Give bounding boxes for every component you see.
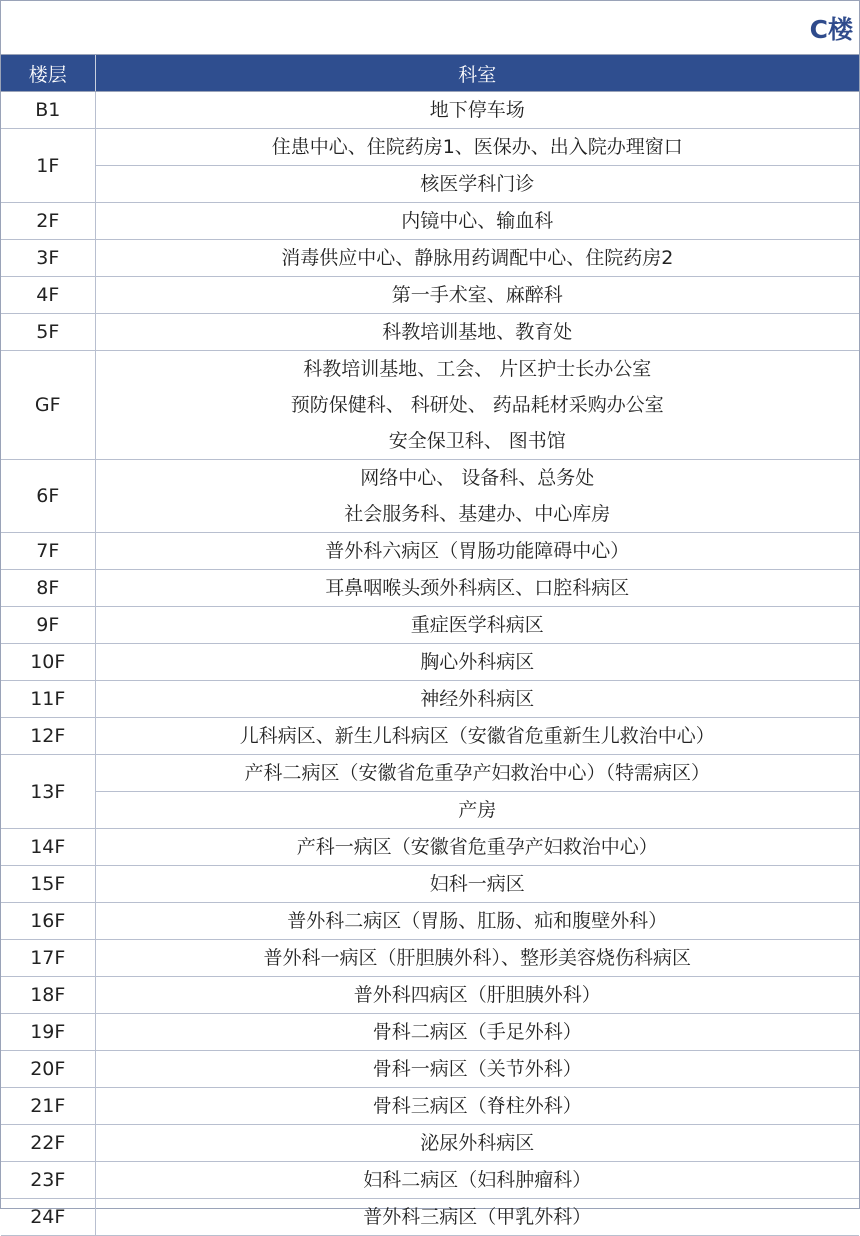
floor-cell: 11F (1, 681, 95, 718)
table-row (1, 1199, 859, 1236)
table-row (1, 166, 859, 203)
department-line: 妇科二病区（妇科肿瘤科） (363, 1169, 592, 1191)
department-line: 安全保卫科、 图书馆 (388, 430, 566, 452)
department-line: 骨科一病区（关节外科） (372, 1058, 582, 1080)
department-line: 核医学科门诊 (420, 173, 535, 195)
floor-cell: 15F (1, 866, 95, 903)
department-line: 儿科病区、新生儿科病区（安徽省危重新生儿救治中心） (239, 725, 715, 747)
department-cell (95, 460, 859, 497)
department-line: 重症医学科病区 (410, 614, 544, 636)
building-header (1, 1, 859, 55)
table-row (1, 866, 859, 903)
table-row (1, 792, 859, 829)
header-row (1, 55, 859, 92)
floor-cell: 7F (1, 533, 95, 570)
department-cell (95, 1088, 859, 1125)
floor-cell: 8F (1, 570, 95, 607)
department-cell (95, 903, 859, 940)
floor-column-header: 楼层 (1, 55, 95, 92)
department-cell (95, 940, 859, 977)
table-row (1, 607, 859, 644)
department-cell (95, 533, 859, 570)
floor-cell: GF (1, 351, 95, 460)
department-line: 胸心外科病区 (420, 651, 535, 673)
department-line: 妇科一病区 (429, 873, 525, 895)
table-row (1, 681, 859, 718)
floor-cell: 18F (1, 977, 95, 1014)
table-row (1, 351, 859, 388)
department-cell (95, 755, 859, 792)
department-cell (95, 681, 859, 718)
department-cell (95, 277, 859, 314)
directory-table (1, 55, 859, 1236)
department-cell (95, 166, 859, 203)
department-cell (95, 792, 859, 829)
table-row (1, 1014, 859, 1051)
table-row (1, 718, 859, 755)
building-title: C楼 (809, 14, 853, 44)
department-cell (95, 92, 859, 129)
department-cell (95, 977, 859, 1014)
table-row (1, 940, 859, 977)
department-cell (95, 1125, 859, 1162)
department-line: 科教培训基地、教育处 (382, 321, 573, 343)
department-line: 普外科六病区（胃肠功能障碍中心） (325, 540, 630, 562)
table-row (1, 570, 859, 607)
table-row (1, 387, 859, 423)
table-row (1, 755, 859, 792)
department-cell (95, 314, 859, 351)
department-cell (95, 496, 859, 533)
table-row (1, 423, 859, 460)
department-cell (95, 644, 859, 681)
department-cell (95, 718, 859, 755)
table-row (1, 977, 859, 1014)
floor-cell: 2F (1, 203, 95, 240)
table-row (1, 903, 859, 940)
floor-cell: 14F (1, 829, 95, 866)
department-line: 神经外科病区 (420, 688, 535, 710)
department-line: 产科二病区（安徽省危重孕产妇救治中心）（特需病区） (244, 762, 710, 784)
department-cell (95, 570, 859, 607)
department-cell (95, 351, 859, 388)
table-row (1, 496, 859, 533)
department-cell (95, 1014, 859, 1051)
table-row (1, 277, 859, 314)
department-line: 骨科二病区（手足外科） (372, 1021, 582, 1043)
department-cell (95, 423, 859, 460)
floor-cell: 23F (1, 1162, 95, 1199)
table-row (1, 644, 859, 681)
table-row (1, 1162, 859, 1199)
table-row (1, 1125, 859, 1162)
department-line: 网络中心、 设备科、总务处 (360, 467, 595, 489)
table-row (1, 1088, 859, 1125)
floor-cell: 16F (1, 903, 95, 940)
department-column-header: 科室 (95, 55, 859, 92)
department-cell (95, 1199, 859, 1236)
department-line: 住患中心、住院药房1、医保办、出入院办理窗口 (271, 136, 683, 158)
department-line: 产房 (458, 799, 497, 821)
table-row (1, 203, 859, 240)
table-row (1, 314, 859, 351)
department-line: 消毒供应中心、静脉用药调配中心、住院药房2 (281, 247, 674, 269)
floor-cell: 12F (1, 718, 95, 755)
floor-cell: 17F (1, 940, 95, 977)
floor-cell: 13F (1, 755, 95, 829)
floor-cell: 3F (1, 240, 95, 277)
department-line: 普外科三病区（甲乳外科） (363, 1206, 592, 1228)
floor-cell: 9F (1, 607, 95, 644)
table-row (1, 92, 859, 129)
table-row (1, 533, 859, 570)
floor-cell: 22F (1, 1125, 95, 1162)
floor-cell: 4F (1, 277, 95, 314)
floor-cell: 19F (1, 1014, 95, 1051)
department-line: 预防保健科、 科研处、 药品耗材采购办公室 (290, 394, 664, 416)
floor-cell: 5F (1, 314, 95, 351)
department-cell (95, 387, 859, 423)
department-line: 社会服务科、基建办、中心库房 (344, 503, 611, 525)
department-cell (95, 1051, 859, 1088)
department-cell (95, 1162, 859, 1199)
department-cell (95, 240, 859, 277)
floor-cell: B1 (1, 92, 95, 129)
department-line: 内镜中心、输血科 (401, 210, 554, 232)
floor-cell: 24F (1, 1199, 95, 1236)
department-line: 第一手术室、麻醉科 (391, 284, 563, 306)
department-line: 泌尿外科病区 (420, 1132, 535, 1154)
table-row (1, 240, 859, 277)
department-line: 地下停车场 (429, 99, 525, 121)
department-cell (95, 129, 859, 166)
department-line: 骨科三病区（脊柱外科） (372, 1095, 582, 1117)
department-line: 科教培训基地、工会、 片区护士长办公室 (303, 358, 652, 380)
floor-cell: 1F (1, 129, 95, 203)
table-row (1, 129, 859, 166)
floor-cell: 6F (1, 460, 95, 533)
department-cell (95, 829, 859, 866)
department-line: 普外科四病区（肝胆胰外科） (353, 984, 601, 1006)
table-row (1, 829, 859, 866)
department-line: 普外科二病区（胃肠、肛肠、疝和腹壁外科） (287, 910, 668, 932)
department-cell (95, 607, 859, 644)
floor-cell: 21F (1, 1088, 95, 1125)
table-row (1, 1051, 859, 1088)
floor-cell: 10F (1, 644, 95, 681)
department-line: 普外科一病区（肝胆胰外科）、整形美容烧伤科病区 (263, 947, 691, 969)
table-row (1, 460, 859, 497)
department-cell (95, 203, 859, 240)
department-line: 耳鼻咽喉头颈外科病区、口腔科病区 (325, 577, 630, 599)
department-cell (95, 866, 859, 903)
department-line: 产科一病区（安徽省危重孕产妇救治中心） (296, 836, 658, 858)
table-body (1, 92, 859, 1236)
floor-cell: 20F (1, 1051, 95, 1088)
